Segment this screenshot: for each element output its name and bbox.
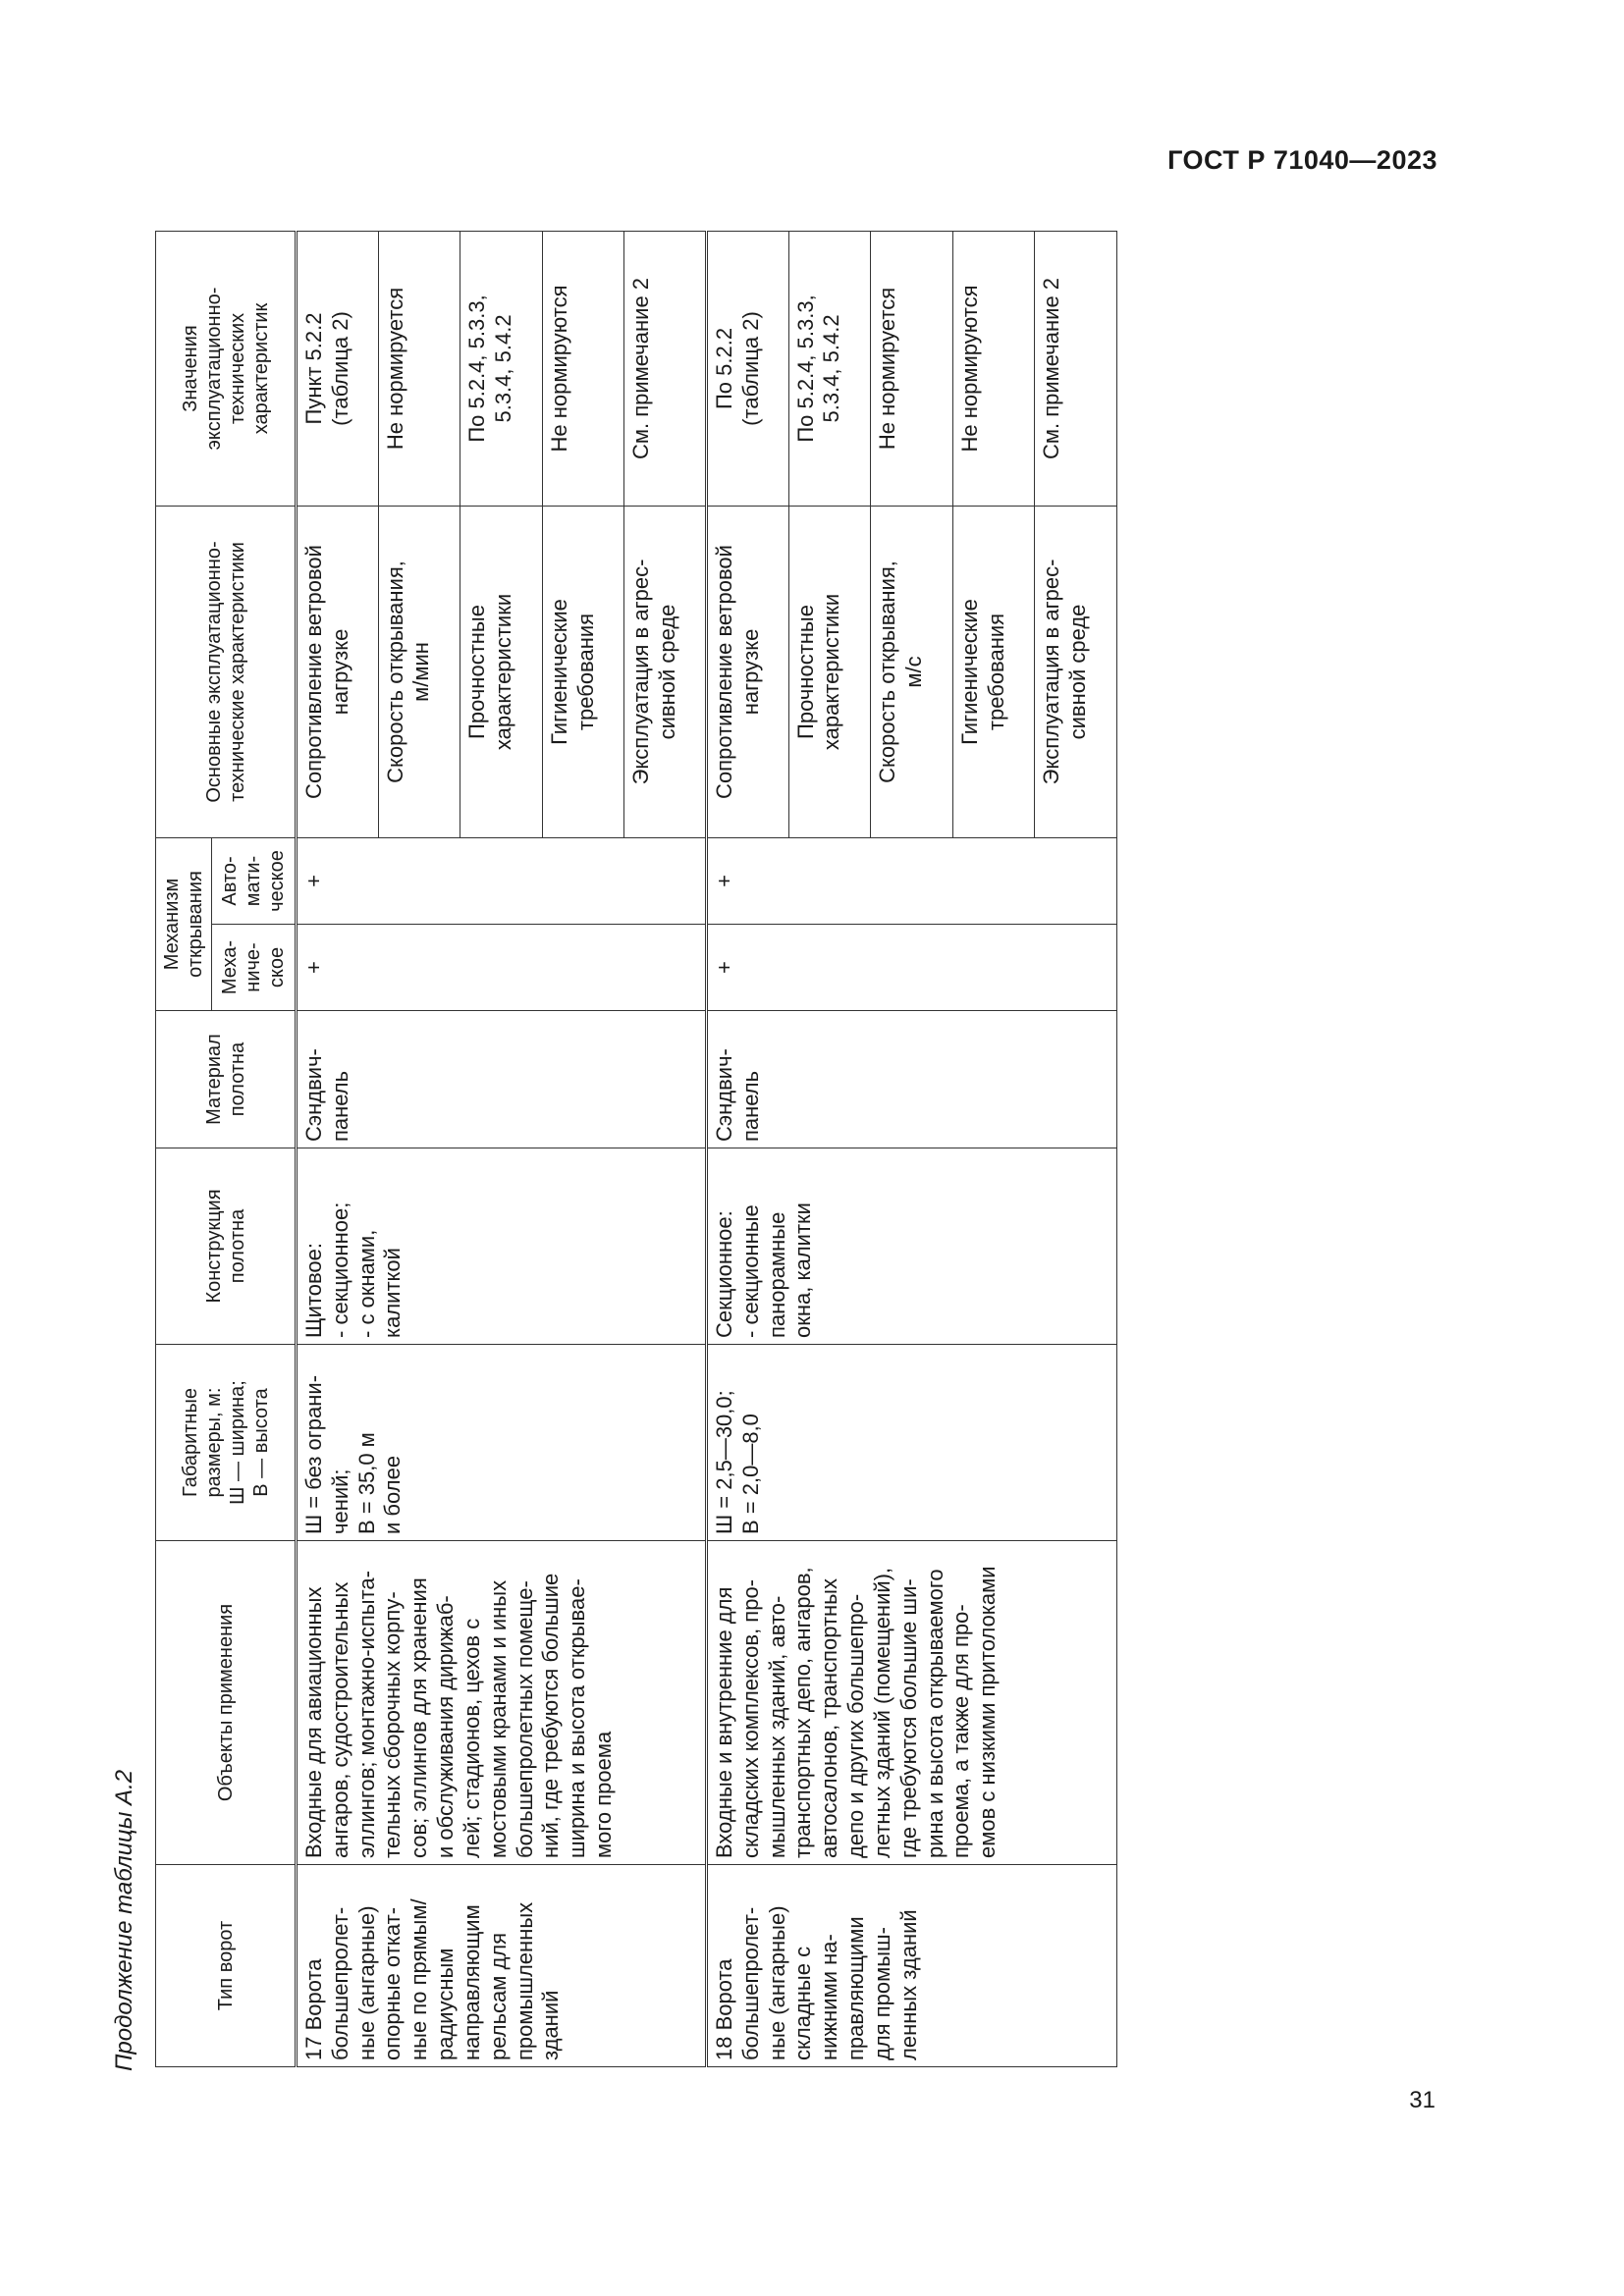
cell-characteristic-name: Эксплуатация в агрес- сивной среде (1035, 506, 1117, 837)
header-construction: Конструкция полотна (156, 1148, 297, 1345)
table-caption: Продолжение таблицы А.2 (111, 1769, 137, 2071)
header-material: Материал полотна (156, 1011, 297, 1148)
cell-objects: Входные для авиационных ангаров, судостроительных эллингов; монтажно-испыта- тельных сборочных корпу- сов; эллингов для хранения и обслуживания дирижаб- лей; стадионов, цехов с мостовыми кранами и иных большепролетных помеще- ний, где требуются большие ширина и высота открывае- мого проема (297, 1541, 707, 1865)
cell-characteristic-value: Пункт 5.2.2 (таблица 2) (297, 231, 379, 506)
header-characteristics: Основные эксплуатационно- технические характеристики (156, 506, 297, 837)
cell-characteristic-name: Сопротивление ветровой нагрузке (706, 506, 788, 837)
cell-objects: Входные и внутренние для складских комплексов, про- мышленных зданий, авто- транспортных депо, ангаров, автосалонов, транспортных депо и других большепро- летных зданий (помещений), где требуются большие ши- рина и высота открываемого проема, а также для про- емов с низкими притолоками (706, 1541, 1116, 1865)
cell-mechanical: + (706, 925, 1116, 1011)
cell-mechanical: + (297, 925, 707, 1011)
cell-characteristic-value: См. примечание 2 (1035, 231, 1117, 506)
header-mechanical: Меха- ниче- ское (212, 925, 297, 1011)
cell-characteristic-value: Не нормируются (952, 231, 1035, 506)
cell-characteristic-value: Не нормируется (378, 231, 460, 506)
header-objects: Объекты применения (156, 1541, 297, 1865)
cell-material: Сэндвич- панель (297, 1011, 707, 1148)
cell-characteristic-name: Гигиенические требования (542, 506, 624, 837)
cell-characteristic-name: Эксплуатация в агрес- сивной среде (624, 506, 707, 837)
cell-dimensions: Ш = без ограни- чений; В = 35,0 м и более (297, 1345, 707, 1541)
cell-characteristic-name: Прочностные характеристики (460, 506, 543, 837)
cell-automatic: + (297, 837, 707, 924)
cell-construction: Секционное: - секционные панорамные окна, калитки (706, 1148, 1116, 1345)
cell-characteristic-value: Не нормируется (871, 231, 953, 506)
cell-characteristic-value: Не нормируются (542, 231, 624, 506)
cell-dimensions: Ш = 2,5—30,0; В = 2,0—8,0 (706, 1345, 1116, 1541)
cell-characteristic-value: По 5.2.2 (таблица 2) (706, 231, 788, 506)
gate-types-table (155, 231, 1117, 2067)
cell-characteristic-name: Сопротивление ветровой нагрузке (297, 506, 379, 837)
cell-material: Сэндвич- панель (706, 1011, 1116, 1148)
table-row (706, 231, 788, 2066)
header-mechanism: Механизм открывания (156, 837, 212, 1010)
cell-characteristic-value: См. примечание 2 (624, 231, 707, 506)
cell-characteristic-value: По 5.2.4, 5.3.3, 5.3.4, 5.4.2 (460, 231, 543, 506)
rotated-table-container (155, 232, 1117, 2067)
header-values: Значения эксплуатационно- технических характеристик (156, 231, 297, 506)
header-automatic: Авто- мати- ческое (212, 837, 297, 924)
header-gate-type: Тип ворот (156, 1865, 297, 2067)
cell-characteristic-name: Скорость открывания, м/мин (378, 506, 460, 837)
cell-characteristic-name: Гигиенические требования (952, 506, 1035, 837)
document-standard-header: ГОСТ Р 71040—2023 (1167, 145, 1437, 175)
cell-gate-type: 18 Ворота большепролет- ные (ангарные) складные с нижними на- правляющими для промыш- ленных зданий (706, 1865, 1116, 2067)
page-number: 31 (1409, 2087, 1435, 2113)
cell-gate-type: 17 Ворота большепролет- ные (ангарные) опорные откат- ные по прямым/ радиусным направляющим рельсам для промышленных зданий (297, 1865, 707, 2067)
header-dimensions: Габаритные размеры, м: Ш — ширина; В — высота (156, 1345, 297, 1541)
table-row (297, 231, 379, 2066)
cell-automatic: + (706, 837, 1116, 924)
cell-characteristic-name: Скорость открывания, м/с (871, 506, 953, 837)
cell-characteristic-value: По 5.2.4, 5.3.3, 5.3.4, 5.4.2 (788, 231, 871, 506)
cell-construction: Щитовое: - секционное; - с окнами, калиткой (297, 1148, 707, 1345)
cell-characteristic-name: Прочностные характеристики (788, 506, 871, 837)
